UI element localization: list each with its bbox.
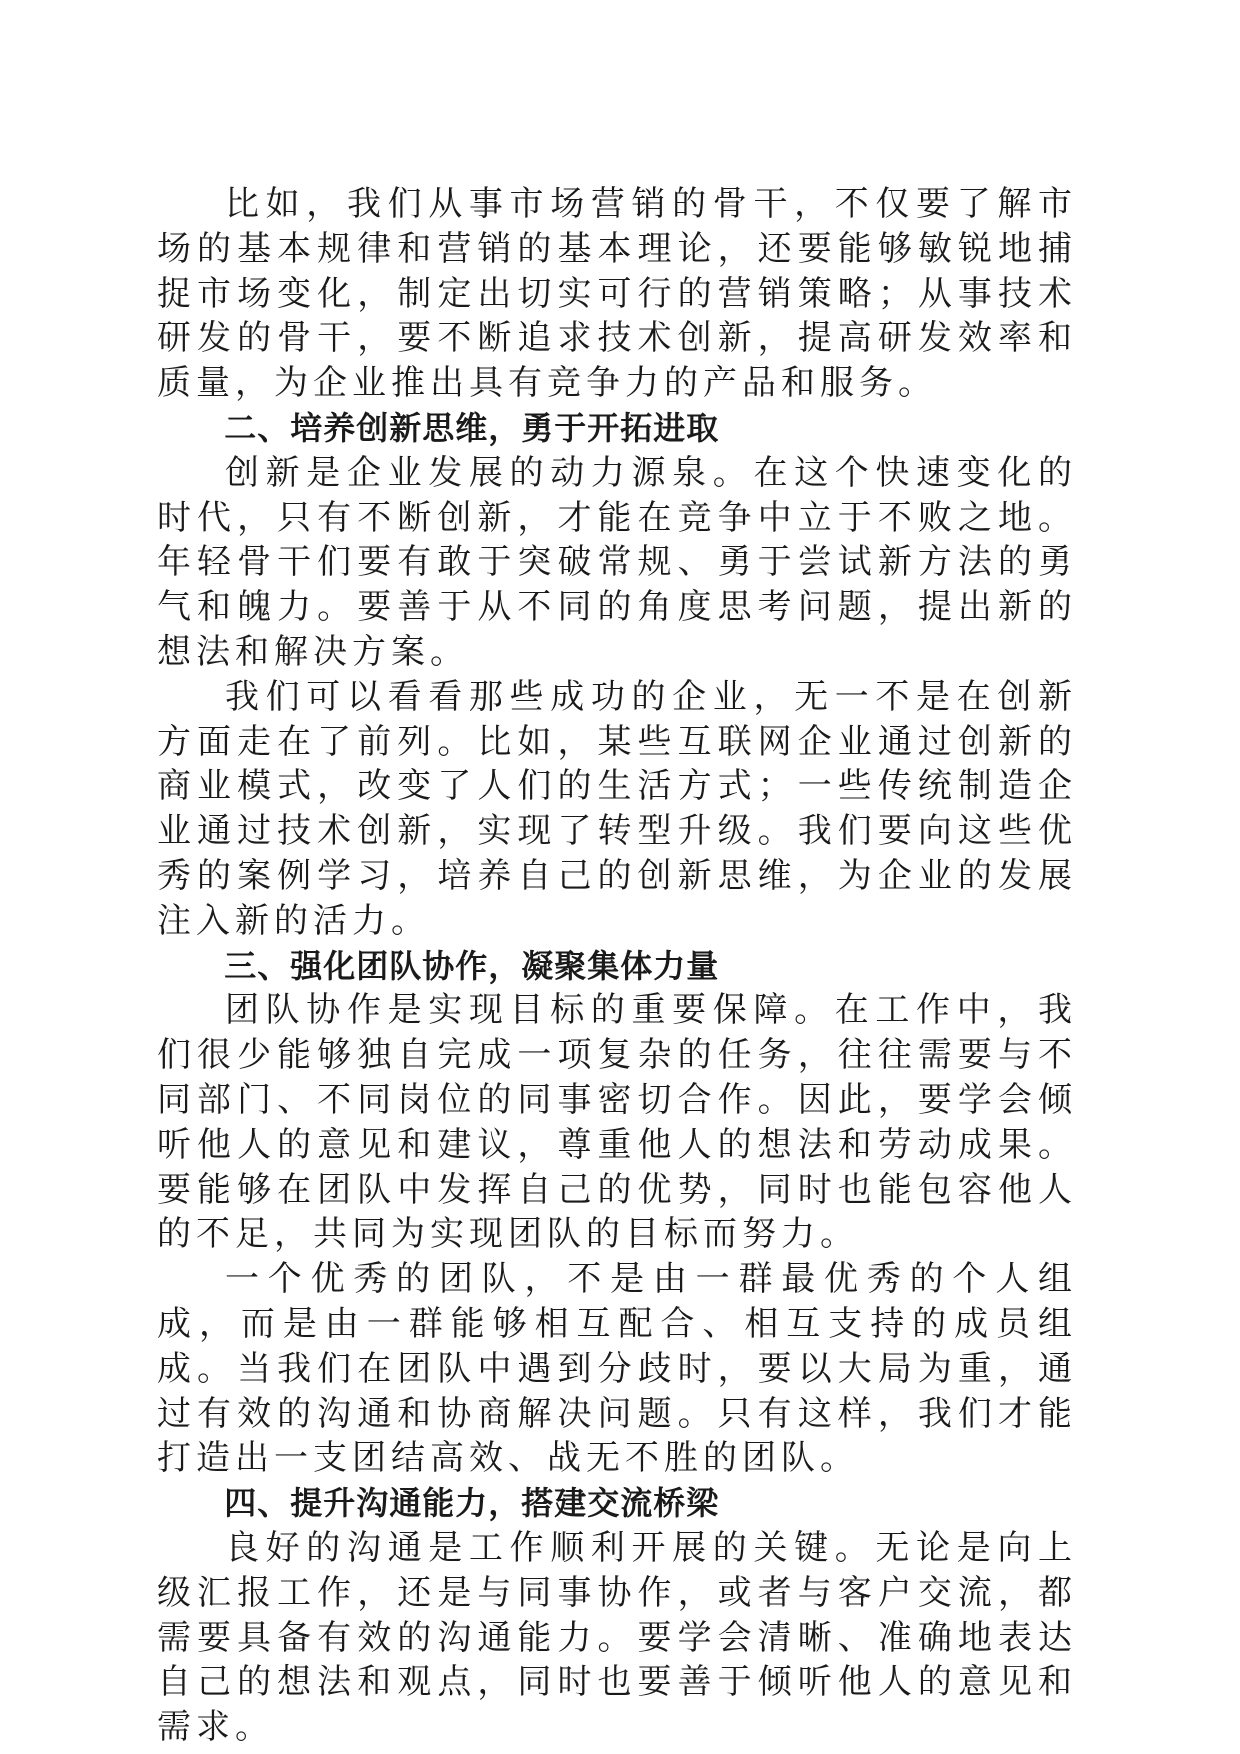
section-heading: 二、培养创新思维，勇于开拓进取 [224,408,720,447]
section-heading: 四、提升沟通能力，搭建交流桥梁 [224,1484,720,1523]
document-page [157,182,1077,1750]
paragraph: 团队协作是实现目标的重要保障。在工作中，我们很少能够独自完成一项复杂的任务，往往需要与不同部门、不同岗位的同事密切合作。因此，要学会倾听他人的意见和建议，尊重他人的想法和劳动成果。要能够在团队中发挥自己的优势，同时也能包容他人的不足，共同为实现团队的目标而努力。 [157,990,1077,1255]
paragraph: 良好的沟通是工作顺利开展的关键。无论是向上级汇报工作，还是与同事协作，或者与客户交流，都需要具备有效的沟通能力。要学会清晰、准确地表达自己的想法和观点，同时也要善于倾听他人的意见和需求。 [157,1527,1077,1748]
paragraph: 一个优秀的团队，不是由一群最优秀的个人组成，而是由一群能够相互配合、相互支持的成员组成。当我们在团队中遇到分歧时，要以大局为重，通过有效的沟通和协商解决问题。只有这样，我们才能打造出一支团结高效、战无不胜的团队。 [157,1259,1077,1479]
section-heading: 三、强化团队协作，凝聚集体力量 [224,946,720,985]
paragraph: 创新是企业发展的动力源泉。在这个快速变化的时代，只有不断创新，才能在竞争中立于不败之地。年轻骨干们要有敢于突破常规、勇于尝试新方法的勇气和魄力。要善于从不同的角度思考问题，提出新的想法和解决方案。 [157,452,1077,672]
paragraph: 我们可以看看那些成功的企业，无一不是在创新方面走在了前列。比如，某些互联网企业通过创新的商业模式，改变了人们的生活方式；一些传统制造企业通过技术创新，实现了转型升级。我们要向这些优秀的案例学习，培养自己的创新思维，为企业的发展注入新的活力。 [157,676,1077,941]
paragraph: 比如，我们从事市场营销的骨干，不仅要了解市场的基本规律和营销的基本理论，还要能够敏锐地捕捉市场变化，制定出切实可行的营销策略；从事技术研发的骨干，要不断追求技术创新，提高研发效率和质量，为企业推出具有竞争力的产品和服务。 [157,184,1077,404]
